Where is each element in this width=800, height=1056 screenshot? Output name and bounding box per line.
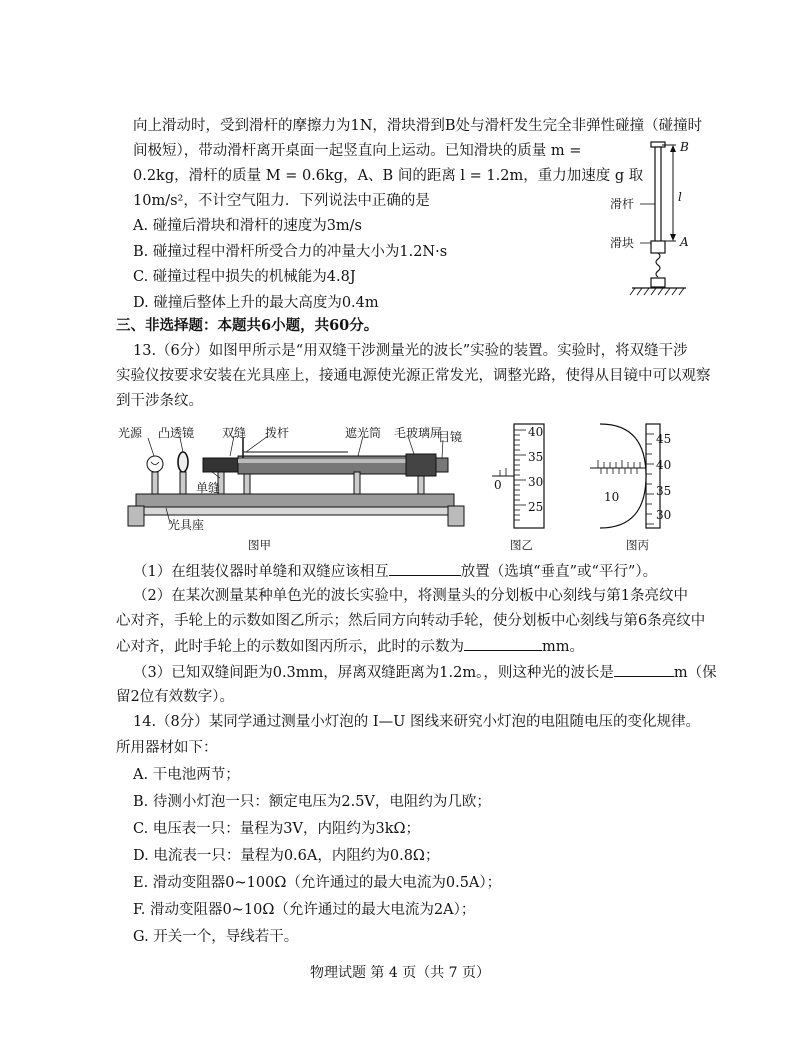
dial-yi-tick-40: 40 <box>528 425 544 439</box>
label-eyepiece: 目镜 <box>438 430 463 444</box>
dial-bing-tick-45: 45 <box>656 432 672 446</box>
q13-intro-1: 13.（6分）如图甲所示是“用双缝干涉测量光的波长”实验的装置。实验时，将双缝干涉 <box>133 343 688 359</box>
q12-line-2: 间极短），带动滑杆离开桌面一起竖直向上运动。已知滑块的质量 m = <box>133 143 582 159</box>
label-lever: 拨杆 <box>265 426 290 440</box>
label-a: A <box>680 235 689 249</box>
caption-jia: 图甲 <box>248 538 271 552</box>
q13-part-2-line-3-a: 心对齐，此时手轮上的示数如图丙所示，此时的示数为 <box>116 639 464 655</box>
q12-line-4: 10m/s²，不计空气阻力．下列说法中正确的是 <box>133 193 430 209</box>
q14-intro-2: 所用器材如下： <box>116 740 218 756</box>
dial-bing-tick-40: 40 <box>656 458 672 472</box>
label-optical-bench: 光具座 <box>168 518 205 532</box>
label-convex-lens: 凸透镜 <box>158 426 195 440</box>
q14-item-e: E. 滑动变阻器0~100Ω（允许通过的最大电流为0.5A）； <box>133 875 502 891</box>
label-b: B <box>680 140 689 154</box>
rod-block-figure <box>600 138 710 300</box>
label-frosted-screen: 毛玻璃屏 <box>394 426 443 440</box>
q14-item-b: B. 待测小灯泡一只：额定电压为2.5V，电阻约为几欧； <box>133 794 491 810</box>
q13-part-1-b: 放置（选填“垂直”或“平行”）。 <box>460 564 658 580</box>
q13-intro-2: 实验仪按要求安装在光具座上，接通电源使光源正常发光，调整光路，使得从目镜中可以观察 <box>116 368 711 384</box>
label-double-slit: 双缝 <box>222 426 247 440</box>
q14-item-c: C. 电压表一只：量程为3V，内阻约为3kΩ； <box>133 821 421 837</box>
q13-part-1 <box>133 561 657 582</box>
answer-blank-3[interactable] <box>614 662 674 677</box>
q14-intro-1: 14.（8分）某同学通过测量小灯泡的 I—U 图线来研究小灯泡的电阻随电压的变化规律。 <box>133 714 700 730</box>
q13-part-2-line-2: 心对齐，手轮上的示数如图乙所示；然后同方向转动手轮，使分划板中心刻线与第6条亮纹中 <box>116 613 706 629</box>
label-single-slit: 单缝 <box>196 481 221 495</box>
q13-part-3-line-1 <box>133 662 717 683</box>
q12-option-b: B. 碰撞过程中滑杆所受合力的冲量大小为1.2N·s <box>133 244 448 260</box>
dial-yi-tick-25: 25 <box>528 500 544 514</box>
label-shade-tube: 遮光筒 <box>345 426 382 440</box>
q12-option-d: D. 碰撞后整体上升的最大高度为0.4m <box>133 295 379 311</box>
label-block: 滑块 <box>610 236 635 250</box>
q14-item-a: A. 干电池两节； <box>133 767 240 783</box>
dial-bing-tick-35: 35 <box>656 484 672 498</box>
label-light-source: 光源 <box>118 426 143 440</box>
page-footer: 物理试题 第 4 页（共 7 页） <box>309 965 491 981</box>
section-3-title: 三、非选择题：本题共6小题，共60分。 <box>116 317 379 334</box>
q13-part-2-line-3-b: mm。 <box>542 639 584 655</box>
label-rod: 滑杆 <box>610 197 635 211</box>
label-l: l <box>678 190 682 204</box>
caption-yi: 图乙 <box>510 538 533 552</box>
q13-intro-3: 到干涉条纹。 <box>116 393 203 409</box>
dial-bing-main-10: 10 <box>604 490 620 504</box>
q13-part-3-line-2: 留2位有效数字）。 <box>116 689 234 705</box>
q13-part-2-line-3 <box>116 636 584 657</box>
answer-blank-2[interactable] <box>464 636 542 651</box>
q13-part-3-line-1-a: （3）已知双缝间距为0.3mm，屏离双缝距离为1.2m。，则这种光的波长是 <box>133 665 614 681</box>
dial-bing-tick-30: 30 <box>656 508 672 522</box>
caption-bing: 图丙 <box>626 538 649 552</box>
q12-option-c: C. 碰撞过程中损失的机械能为4.8J <box>133 269 356 285</box>
q14-item-d: D. 电流表一只：量程为0.6A，内阻约为0.8Ω； <box>133 848 440 864</box>
dial-yi-tick-30: 30 <box>528 475 544 489</box>
q14-item-g: G. 开关一个，导线若干。 <box>133 929 299 945</box>
q12-option-a: A. 碰撞后滑块和滑杆的速度为3m/s <box>133 218 362 234</box>
q14-item-f: F. 滑动变阻器0~10Ω（允许通过的最大电流为2A）； <box>133 902 476 918</box>
q12-line-1: 向上滑动时，受到滑杆的摩擦力为1N，滑块滑到B处与滑杆发生完全非弹性碰撞（碰撞时 <box>133 118 703 134</box>
q13-part-2-line-1: （2）在某次测量某种单色光的波长实验中，将测量头的分划板中心刻线与第1条亮纹中 <box>133 588 688 604</box>
q12-line-3: 0.2kg，滑杆的质量 M = 0.6kg，A、B 间的距离 l = 1.2m，重力加速度 g 取 <box>133 168 644 184</box>
q13-part-1-a: （1）在组装仪器时单缝和双缝应该相互 <box>133 564 389 580</box>
answer-blank-1[interactable] <box>389 561 461 576</box>
dial-yi-main-0: 0 <box>494 478 502 492</box>
q13-part-3-line-1-b: m（保 <box>673 665 717 681</box>
dial-yi-tick-35: 35 <box>528 450 544 464</box>
